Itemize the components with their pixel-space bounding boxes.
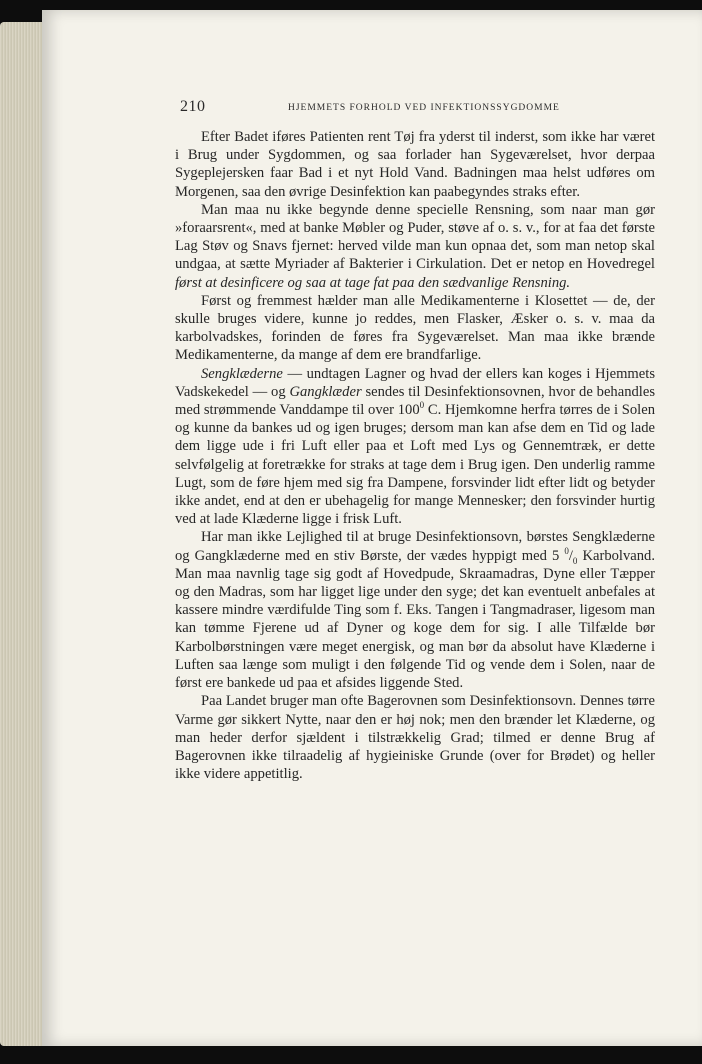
running-head: HJEMMETS FORHOLD VED INFEKTIONSSYGDOMME xyxy=(288,103,560,113)
paragraph-5-text-b: Karbolvand. Man maa navnlig tage sig godt af Hovedpude, Skraamadras, Dyne eller Tæpper og den Madras, som har ligget lige under den syge; det kan eventuelt anbefales at kassere mindre værdifulde Ting som f. Eks. Tangen i Tangmadraser, ligesom man kan tømme Fjerene ud af Dyner og koge dem for sig. I alle Tilfælde bør Karbolbørstningen være meget energisk, og man bør da absolut have Klæderne i Luften saa længe som muligt i den følgende Tid og vende dem i Solen, naar de først ere bankede ud paa et afsides liggende Sted. xyxy=(175,547,655,692)
paragraph-2 xyxy=(175,201,655,292)
body-text xyxy=(175,128,655,783)
paragraph-1-text: Efter Badet iføres Patienten rent Tøj fra yderst til inderst, som ikke har været i Brug under Sygdommen, og saa forlader han Sygeværelset, hvor derpaa Sygeplejersken faar Bad i et nyt Hold Vand. Badningen maa helst udføres om Morgenen, saa den øvrige Desinfektion kan paabegyndes straks efter. xyxy=(175,129,655,200)
page-header xyxy=(180,98,670,116)
paragraph-4-text-b: sendes til Desinfektionsovnen, hvor de behandles med strømmende Vanddampe til over 100 xyxy=(175,383,655,419)
percent-sub: 0 xyxy=(572,555,578,566)
paragraph-2-text: Man maa nu ikke begynde denne specielle Rensning, som naar man gør »foraarsrent«, med at banke Møbler og Puder, støve af o. s. v., for at faa det første Lag Støv og Snavs fjernet: herved vilde man kun opnaa det, som man netop skal undgaa, at sætte Myriader af Bakterier i Cirkulation. Det er netop en Hovedregel xyxy=(175,201,655,273)
paragraph-2-emphasis: først at desinficere og saa at tage fat paa den sædvanlige Rensning. xyxy=(175,274,571,291)
paragraph-5-text-a: Har man ikke Lejlighed til at bruge Desinfektionsovn, børstes Sengklæderne og Gangklæderne med en stiv Børste, der vædes hyppigt med 5 xyxy=(175,529,655,564)
paragraph-5 xyxy=(175,528,655,692)
page-number: 210 xyxy=(180,98,206,115)
paragraph-4-text-c: C. Hjemkomne herfra tørres de i Solen og kunne da bankes ud og igen bruges; dersom man kan afse dem en Tid og lade dem ligge ude i fri Luft eller paa et Loft med Lys og Gennemtræk, er dette selvfølgelig at foretrække for straks at tage dem i Brug igen. Den underlig ramme Lugt, som de føre hjem med sig fra Dampene, forsvinder lidt efter lidt og betyder ikke andet, end at den er ubehagelig for mange Mennesker; den forsvinder hurtig ved at lade Klæderne ligge i frisk Luft. xyxy=(175,402,656,528)
paragraph-4 xyxy=(175,365,655,529)
paragraph-1 xyxy=(175,128,655,201)
paragraph-3-text: Først og fremmest hælder man alle Medikamenterne i Klosettet — de, der skulle bruges videre, kunne jo reddes, men Flasker, Æsker o. s. v. maa da karbolvadskes, forinden de føres fra Sygeværelset. Man maa ikke brænde Medikamenterne, da mange af dem ere brandfarlige. xyxy=(175,292,655,364)
percent-sup: 0 xyxy=(564,545,569,556)
degree-sign: 0 xyxy=(419,400,425,411)
paragraph-4-emphasis-sengklaederne: Sengklæderne xyxy=(201,365,283,382)
percent-slash: / xyxy=(568,547,573,564)
paragraph-4-text-a: — undtagen Lagner og hvad der ellers kan koges i Hjemmets Vadskekedel — og xyxy=(175,365,655,400)
paragraph-4-emphasis-gangklaeder: Gangklæder xyxy=(289,383,362,400)
paragraph-6-text: Paa Landet bruger man ofte Bagerovnen som Desinfektionsovn. Dennes tørre Varme gør sikkert Nytte, naar den er høj nok; men den brænder let Klæderne, og man heder derfor sjældent i tilstrækkelig Grad; tilmed er denne Brug af Bagerovnen ikke tilraadelig af hygieiniske Grunde (over for Brødet) og heller ikke videre appetitlig. xyxy=(175,693,655,783)
paragraph-6 xyxy=(175,692,655,783)
paragraph-3 xyxy=(175,292,655,365)
